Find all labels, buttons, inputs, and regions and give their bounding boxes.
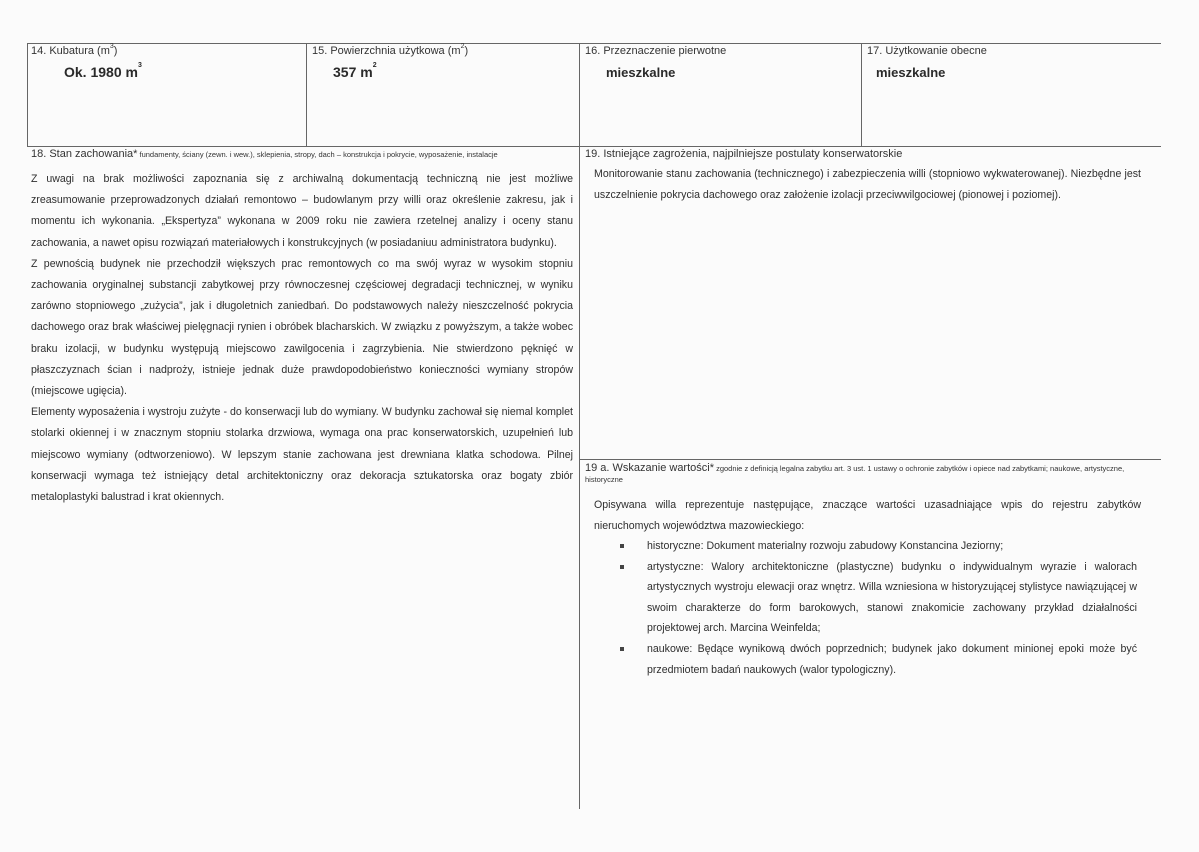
section-14-value: Ok. 1980 $m^3$ [64, 62, 142, 80]
values-list [620, 536, 1137, 680]
left-border [27, 43, 28, 147]
column-divider-1 [306, 43, 307, 147]
top-border [27, 43, 1161, 44]
section-19-text [594, 164, 1141, 206]
section-15-label: 15. Powierzchnia użytkowa $(m^2)$ [312, 43, 469, 57]
section-14-label: 14. Kubatura $(m^3)$ [31, 43, 118, 57]
section-19a-label: 19 a. Wskazanie wartości* zgodnie z definicją legalna zabytku art. 3 ust. 1 ustawy o ochronie zabytków i opiece nad zabytkami; naukowe, artystyczne, historyczne [585, 462, 1125, 484]
bullet-icon [620, 647, 624, 651]
section-17-value: mieszkalne [876, 65, 946, 80]
column-divider-2 [579, 43, 580, 809]
paragraph: Opisywana willa reprezentuje następujące, znaczące wartości uzasadniające wpis do rejestru zabytków nieruchomych województwa mazowieckiego: [594, 499, 1141, 532]
section-15-value: 357 $m^2$ [333, 62, 377, 80]
list-item: historyczne: Dokument materialny rozwoju zabudowy Konstancina Jeziorny; [620, 536, 1137, 557]
list-item: naukowe: Będące wynikową dwóch poprzednich; budynek jako dokument minionej epoki może być przedmiotem badań naukowych (walor typologiczny). [620, 639, 1137, 680]
section-17-label: 17. Użytkowanie obecne [867, 45, 987, 57]
section-16-label: 16. Przeznaczenie pierwotne [585, 45, 727, 57]
paragraph: Z pewnością budynek nie przechodził większych prac remontowych co ma swój wyraz w wysokim stopniu zachowania oryginalnej substancji zabytkowej przy równoczesnej częściowej degradacji technicznej, w wyniku zarówno stopniowego „zużycia”, jak i długoletnich zaniedbań. Do podstawowych należy nieszczelność pokrycia dachowego oraz brak właściwej pielęgnacji rynien i obróbek blacharskich. W związku z powyższym, a także wobec braku izolacji, w budynku występują miejscowo zawilgocenia i zagrzybienia. Nie stwierdzono pęknięć w płaszczyznach ścian i nadproży, istnieje jednak duże prawdopodobieństwo konieczności wymiany stropów (miejscowe ugięcia). [31, 257, 573, 398]
list-item: artystyczne: Walory architektoniczne (plastyczne) budynku o indywidualnym wyrazie i walorach artystycznych wystroju elewacji oraz wnętrz. Willa wzniesiona w historyzującej stylistyce nawiązującej w swoim charakterze do form barokowych, stanowi znakomicie zachowany przykład działalności projektowej arch. Marcina Weinfelda; [620, 557, 1137, 639]
column-divider-3 [861, 43, 862, 147]
row-divider [27, 146, 1161, 147]
section-18-text [31, 169, 573, 508]
section-18-label: 18. Stan zachowania* fundamenty, ściany (zewn. i wew.), sklepienia, stropy, dach – konstrukcja i pokrycie, wyposażenie, instalacje [31, 148, 498, 160]
paragraph: Monitorowanie stanu zachowania (technicznego) i zabezpieczenia willi (stopniowo wykwaterowanej). Niezbędne jest uszczelnienie pokrycia dachowego oraz założenie izolacji przeciwwilgociowej (pionowej i poziomej). [594, 168, 1141, 202]
section-19a-divider [579, 459, 1161, 460]
section-19-label: 19. Istniejące zagrożenia, najpilniejsze postulaty konserwatorskie [585, 148, 903, 160]
bullet-icon [620, 565, 624, 569]
section-16-value: mieszkalne [606, 65, 676, 80]
paragraph: Z uwagi na brak możliwości zapoznania się z archiwalną dokumentacją techniczną nie jest możliwe zreasumowanie przeprowadzonych działań remontowo – budowlanym przy willi oraz określenie zakresu, jak i momentu ich wykonania. „Ekspertyza” wykonana w 2009 roku nie zawiera rzetelnej analizy i oceny stanu zachowania, a nawet opisu rozwiązań materiałowych i konstrukcyjnych (w posiadaniuu administratora budynku). [31, 173, 573, 249]
section-19a-intro [594, 495, 1141, 536]
bullet-icon [620, 544, 624, 548]
paragraph: Elementy wyposażenia i wystroju zużyte - do konserwacji lub do wymiany. W budynku zachował się niemal komplet stolarki okiennej i w znacznym stopniu stolarka drzwiowa, wymaga ona prac konserwatorskich, uzupełnień lub miejscowo wymiany (odtworzeniowo). W lepszym stanie zachowana jest drewniana klatka schodowa. Pilnej konserwacji wymaga też istniejący detal architektoniczny oraz dekoracja sztukatorska oraz bogaty zbiór metaloplastyki balustrad i krat okiennych. [31, 406, 573, 504]
